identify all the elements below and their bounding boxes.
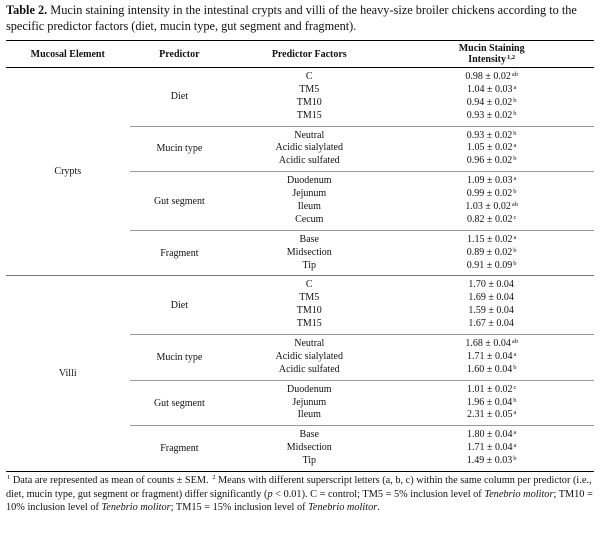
intensity-value <box>389 351 594 364</box>
factor-label: Base <box>299 429 319 441</box>
header-predictor-factors: Predictor Factors <box>271 48 347 60</box>
factor-label: Tip <box>302 455 317 467</box>
intensity-cell <box>389 380 594 426</box>
significance-letter: a <box>513 409 517 417</box>
significance-letter: a <box>513 350 517 358</box>
intensity-mean-sem: 1.05 ± 0.02 <box>466 142 513 154</box>
factor-label: Base <box>299 233 319 245</box>
intensity-value <box>389 292 594 305</box>
intensity-mean-sem: 1.15 ± 0.02 <box>466 233 513 245</box>
footnote-species-3: Tenebrio molitor <box>308 502 378 513</box>
intensity-mean-sem: 0.98 ± 0.02 <box>465 71 511 82</box>
intensity-mean-sem: 0.94 ± 0.02 <box>466 96 513 108</box>
header-predictor: Predictor <box>159 48 200 60</box>
predictor-cell: Fragment <box>130 230 230 276</box>
significance-letter: b <box>513 259 517 267</box>
caption-text: Mucin staining intensity in the intestinal crypts and villi of the heavy-size broiler chickens according to the specific predictor factors (diet, mucin type, gut segment and fragment). <box>6 3 577 33</box>
significance-letter: a <box>513 233 517 241</box>
factor-label: Acidic sialylated <box>275 350 343 362</box>
significance-letter: b <box>513 96 517 104</box>
intensity-mean-sem: 0.93 ± 0.02 <box>466 129 513 141</box>
intensity-value <box>389 155 594 168</box>
significance-letter: c <box>513 383 517 391</box>
factor-label: Jejunum <box>292 396 327 408</box>
factor-label: TM10 <box>296 305 322 317</box>
significance-letter: a <box>513 429 517 437</box>
predictor-cell: Gut segment <box>130 380 230 426</box>
significance-letter: a <box>513 142 517 150</box>
intensity-value <box>389 364 594 377</box>
significance-letter: ab <box>511 71 518 78</box>
intensity-mean-sem: 0.82 ± 0.02 <box>466 213 513 225</box>
factor-label: Midsection <box>286 246 332 258</box>
intensity-mean-sem: 1.03 ± 0.02 <box>465 201 511 213</box>
intensity-value <box>389 247 594 260</box>
factor-label: Jejunum <box>292 188 327 200</box>
intensity-value <box>389 384 594 397</box>
intensity-mean-sem: 1.70 ± 0.04 <box>468 279 514 291</box>
factor-label: Neutral <box>294 338 325 350</box>
intensity-value <box>389 234 594 247</box>
predictor-factors-cell <box>229 126 389 172</box>
intensity-mean-sem: 1.67 ± 0.04 <box>468 318 514 330</box>
intensity-value <box>389 110 594 123</box>
intensity-cell <box>389 230 594 276</box>
factor-label: Ileum <box>297 409 321 421</box>
predictor-cell: Fragment <box>130 426 230 471</box>
intensity-value <box>389 71 594 84</box>
intensity-value <box>389 318 594 331</box>
footnote-p: p <box>267 488 273 500</box>
significance-letter: b <box>513 155 517 163</box>
predictor-factors-cell <box>229 68 389 127</box>
intensity-mean-sem: 0.99 ± 0.02 <box>466 188 513 200</box>
intensity-mean-sem: 0.93 ± 0.02 <box>466 109 513 121</box>
intensity-value <box>389 214 594 227</box>
factor-label: Tip <box>302 259 317 271</box>
intensity-mean-sem: 1.68 ± 0.04 <box>465 338 511 350</box>
predictor-group-row <box>6 276 594 335</box>
significance-letter: b <box>513 396 517 404</box>
factor-label: TM15 <box>296 318 322 330</box>
intensity-cell <box>389 426 594 471</box>
factor-label: TM5 <box>299 83 320 95</box>
factor-label: Midsection <box>286 442 332 454</box>
factor-label: Cecum <box>295 213 324 225</box>
predictor-cell: Diet <box>170 91 188 103</box>
factor-label: TM15 <box>296 109 322 121</box>
predictor-factors-cell <box>229 230 389 276</box>
mucosal-element-cell: Villi <box>6 276 130 471</box>
significance-letter: b <box>513 109 517 117</box>
predictor-cell: Diet <box>130 276 230 335</box>
factor-label: Duodenum <box>287 383 332 395</box>
table-body <box>6 68 594 472</box>
significance-letter: b <box>513 188 517 196</box>
intensity-cell <box>389 276 594 335</box>
intensity-value <box>389 455 594 468</box>
footnote-text-1: Data are represented as mean of counts ± SEM. <box>10 475 212 486</box>
predictor-factors-cell <box>229 380 389 426</box>
intensity-value <box>389 97 594 110</box>
predictor-cell: Mucin type <box>130 335 230 381</box>
mucosal-element-cell: Crypts <box>54 166 82 178</box>
intensity-mean-sem: 1.01 ± 0.02 <box>466 383 513 395</box>
intensity-mean-sem: 1.59 ± 0.04 <box>468 305 514 317</box>
factor-label: Acidic sulfated <box>278 363 340 375</box>
significance-letter: b <box>513 129 517 137</box>
factor-label: Neutral <box>294 129 325 141</box>
intensity-mean-sem: 1.71 ± 0.04 <box>466 442 513 454</box>
predictor-group-row <box>6 68 594 127</box>
intensity-mean-sem: 1.69 ± 0.04 <box>468 292 514 304</box>
significance-letter: a <box>513 175 517 183</box>
significance-letter: c <box>513 213 517 221</box>
intensity-mean-sem: 1.71 ± 0.04 <box>466 350 513 362</box>
footnote-species-1: Tenebrio molitor <box>484 488 554 500</box>
intensity-mean-sem: 1.60 ± 0.04 <box>466 363 513 375</box>
intensity-value <box>389 201 594 214</box>
mucin-table <box>6 40 594 471</box>
header-intensity-line2: Intensity <box>468 54 506 65</box>
intensity-value <box>389 305 594 318</box>
predictor-factors-cell <box>229 172 389 231</box>
intensity-value <box>389 279 594 292</box>
header-intensity-sup: 1,2 <box>507 54 516 61</box>
footnote-text-2: Means with different superscript letters (a, b, c) within the same column per predictor (i.e., diet, mucin type, gut segment or fragment) differ significantly ( <box>6 475 592 500</box>
factor-label: Duodenum <box>287 175 332 187</box>
factor-label: Acidic sialylated <box>275 142 343 154</box>
intensity-mean-sem: 1.09 ± 0.03 <box>466 175 513 187</box>
intensity-mean-sem: 0.96 ± 0.02 <box>466 155 513 167</box>
factor-label: Ileum <box>297 201 321 213</box>
footnote-text-4: ; TM10 = 10% inclusion level of <box>6 488 593 513</box>
factor-label: Acidic sulfated <box>278 155 340 167</box>
footnote-sup-2: 2 <box>212 474 216 481</box>
footnote-sup-1: 1 <box>7 474 11 481</box>
intensity-mean-sem: 0.91 ± 0.09 <box>466 259 513 271</box>
significance-letter: a <box>513 83 517 91</box>
intensity-mean-sem: 1.80 ± 0.04 <box>466 429 513 441</box>
intensity-cell <box>389 172 594 231</box>
header-mucosal-element: Mucosal Element <box>30 48 105 60</box>
predictor-factors-cell <box>229 276 389 335</box>
predictor-cell: Mucin type <box>130 126 230 172</box>
factor-label: TM5 <box>299 292 320 304</box>
header-mucin-intensity <box>389 41 594 68</box>
table-footnote <box>6 474 594 515</box>
significance-letter: a <box>513 442 517 450</box>
intensity-value <box>389 260 594 273</box>
significance-letter: b <box>513 363 517 371</box>
predictor-cell: Gut segment <box>130 172 230 231</box>
factor-label: C <box>305 279 313 291</box>
intensity-value <box>389 409 594 422</box>
header-row <box>6 41 594 68</box>
intensity-mean-sem: 0.89 ± 0.02 <box>466 246 513 258</box>
significance-letter: ab <box>511 201 518 209</box>
intensity-value <box>389 142 594 155</box>
factor-label: C <box>305 71 313 82</box>
intensity-mean-sem: 2.31 ± 0.05 <box>466 409 513 421</box>
significance-letter: b <box>513 246 517 254</box>
caption-label: Table 2. <box>6 3 48 17</box>
predictor-factors-cell <box>229 335 389 381</box>
intensity-cell <box>389 126 594 172</box>
table-bottom-rule <box>6 471 594 472</box>
significance-letter: ab <box>511 338 518 346</box>
header-intensity-line1: Mucin Staining <box>458 43 525 54</box>
significance-letter: b <box>513 455 517 463</box>
intensity-value <box>389 397 594 410</box>
table-caption <box>6 2 594 34</box>
intensity-cell <box>389 335 594 381</box>
factor-label: TM10 <box>296 96 322 108</box>
footnote-text-3: < 0.01). C = control; TM5 = 5% inclusion level of <box>272 488 485 500</box>
intensity-cell <box>389 68 594 127</box>
footnote-text-6: . <box>377 502 380 513</box>
intensity-value <box>389 429 594 442</box>
intensity-value <box>389 442 594 455</box>
predictor-factors-cell <box>229 426 389 471</box>
intensity-value <box>389 130 594 143</box>
intensity-mean-sem: 1.04 ± 0.03 <box>466 83 513 95</box>
intensity-value <box>389 188 594 201</box>
footnote-text-5: ; TM15 = 15% inclusion level of <box>170 502 309 513</box>
intensity-value <box>389 84 594 97</box>
footnote-species-2: Tenebrio molitor <box>101 502 171 513</box>
intensity-value <box>389 175 594 188</box>
intensity-mean-sem: 1.96 ± 0.04 <box>466 396 513 408</box>
intensity-value <box>389 338 594 351</box>
intensity-mean-sem: 1.49 ± 0.03 <box>466 455 513 467</box>
